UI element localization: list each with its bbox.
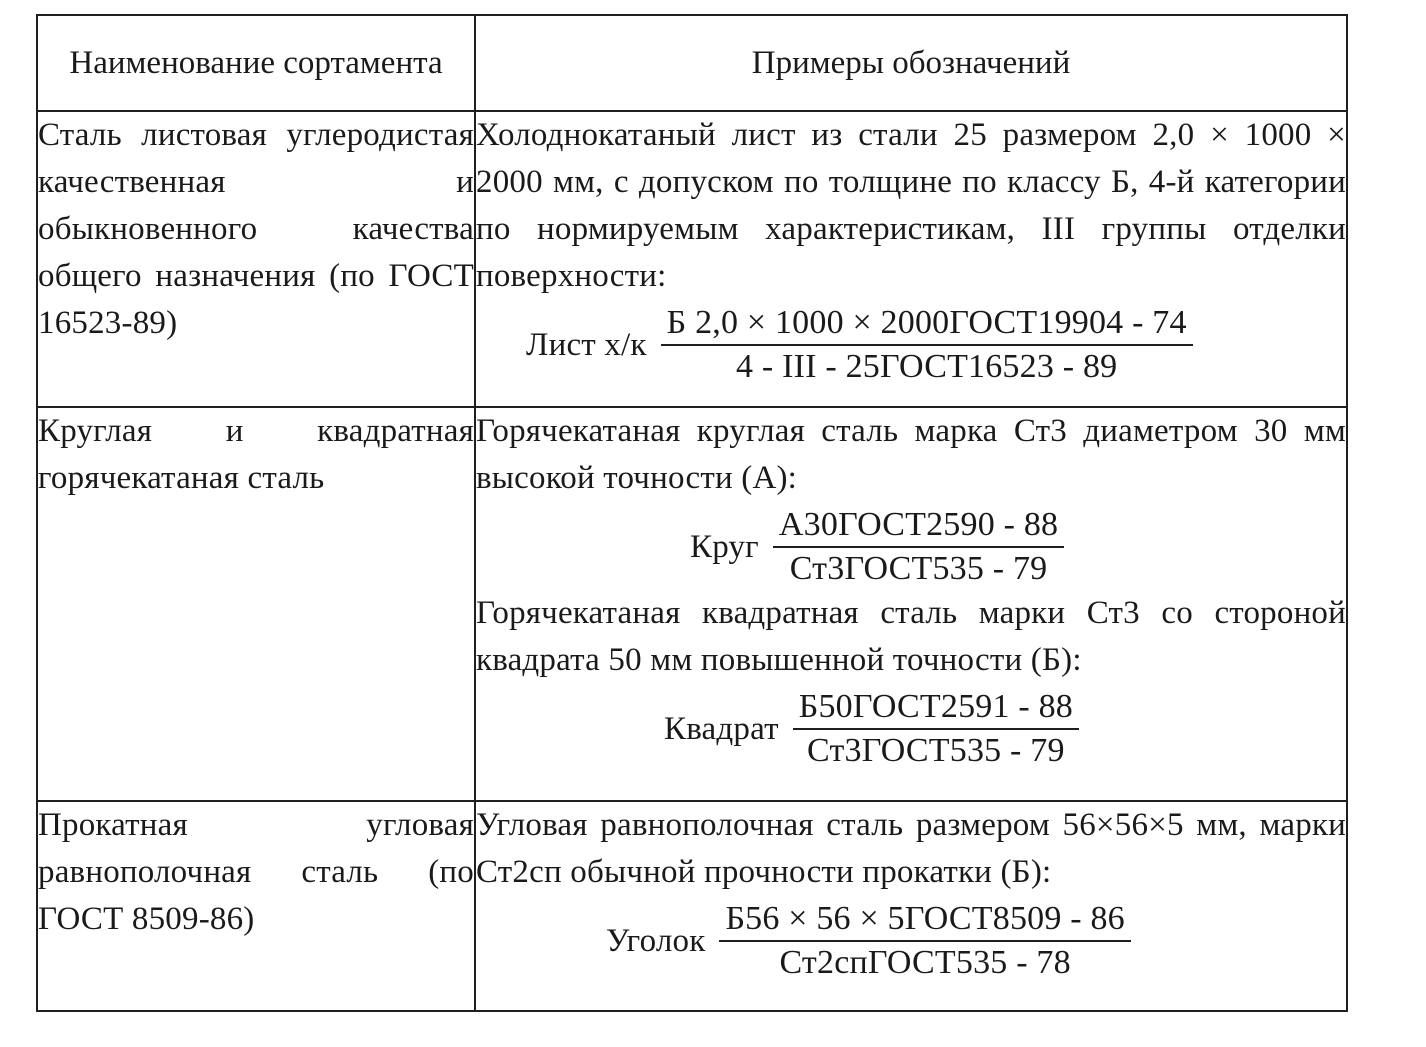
designation-formula [476,302,1346,388]
table-row [37,801,1347,1011]
fraction-numerator: Б 2,0 × 1000 × 2000ГОСТ19904 - 74 [666,304,1187,341]
fraction [719,898,1130,984]
row-examples [475,111,1347,407]
designation-formula [476,686,1346,772]
fraction-denominator: 4 - III - 25ГОСТ16523 - 89 [736,348,1118,385]
row-examples [475,407,1347,801]
header-examples: Примеры обозначений [475,15,1347,111]
designation-formula [476,898,1346,984]
example-text: Горячекатаная квадратная сталь марки Ст3 со стороной квадрата 50 мм повышенной точности (Б): [476,595,1346,678]
example-text: Угловая равнополочная сталь размером 56×56×5 мм, марки Ст2сп обычной прочности прокатки (Б): [476,807,1346,890]
fraction [793,686,1079,772]
designations-table [36,14,1348,1012]
fraction-denominator: Ст3ГОСТ535 - 79 [789,550,1048,587]
fraction-numerator: Б50ГОСТ2591 - 88 [798,688,1073,725]
formula-name: Квадрат [664,710,779,747]
row-name: Круглая и квадратная горячекатаная сталь [37,407,475,801]
header-name: Наименование сортамента [37,15,475,111]
designation-formula [476,504,1346,590]
header-row [37,15,1347,111]
fraction-denominator: Ст2спГОСТ535 - 78 [779,944,1071,981]
formula-name: Круг [690,528,759,565]
row-examples [475,801,1347,1011]
fraction-denominator: Ст3ГОСТ535 - 79 [807,732,1065,769]
example-text: Горячекатаная круглая сталь марка Ст3 диаметром 30 мм высокой точности (А): [476,413,1346,496]
table-row [37,111,1347,407]
fraction [773,504,1064,590]
formula-name: Уголок [606,922,706,959]
formula-name: Лист х/к [526,326,647,363]
example-text: Холоднокатаный лист из стали 25 размером 2,0 × 1000 × 2000 мм, с допуском по толщине по классу Б, 4-й категории по нормируемым характеристикам, III группы отделки поверхности: [476,117,1346,294]
fraction [661,302,1193,388]
row-name: Прокатная угловая равнополочная сталь (по ГОСТ 8509-86) [37,801,475,1011]
table-row [37,407,1347,801]
fraction-numerator: А30ГОСТ2590 - 88 [778,506,1059,543]
fraction-numerator: Б56 × 56 × 5ГОСТ8509 - 86 [725,900,1125,937]
row-name: Сталь листовая углеродистая качественная и обыкновенного качества общего назначения (по ГОСТ 16523-89) [37,111,475,407]
